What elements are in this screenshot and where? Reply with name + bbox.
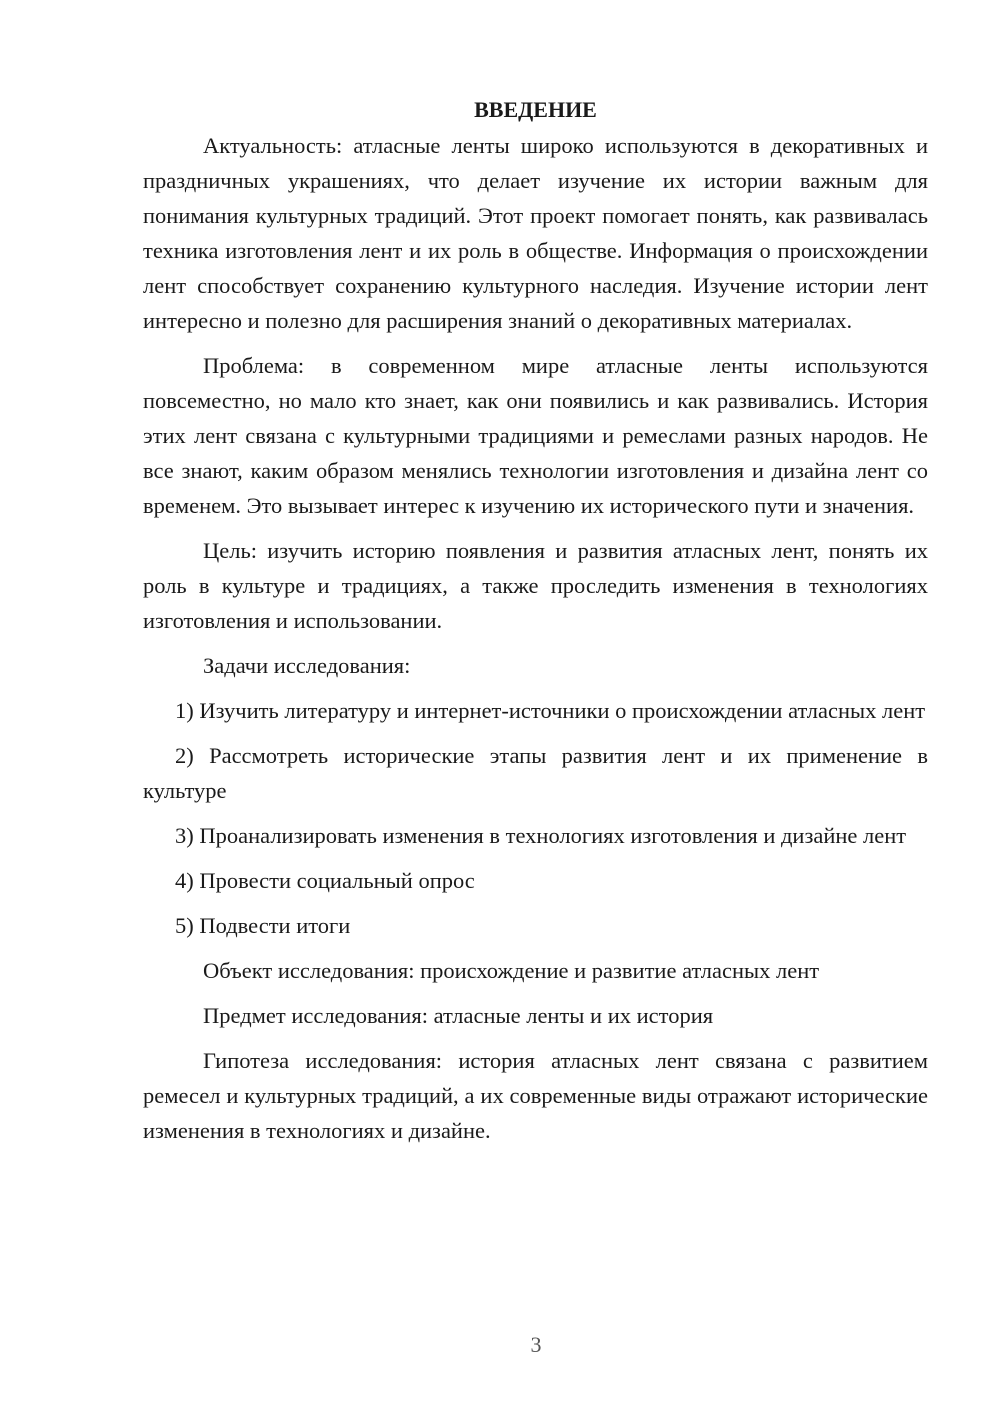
task-item-3: 3) Проанализировать изменения в технологиях изготовления и дизайне лент <box>175 823 907 848</box>
task-item-2: 2) Рассмотреть исторические этапы развития лент и их применение в культуре <box>143 743 928 803</box>
task-item-5: 5) Подвести итоги <box>175 913 351 938</box>
tasks-heading: Задачи исследования: <box>203 653 411 678</box>
page-number: 3 <box>530 1332 542 1357</box>
relevance-paragraph: Актуальность: атласные ленты широко используются в декоративных и праздничных украшениях, что делает изучение их истории важным для понимания культурных традиций. Этот проект помогает понять, как развивалась техника изготовления лент и их роль в обществе. Информация о происхождении лент способствует сохранению культурного наследия. Изучение истории лент интересно и полезно для расширения знаний о декоративных материалах. <box>143 133 928 333</box>
research-hypothesis: Гипотеза исследования: история атласных лент связана с развитием ремесел и культурных традиций, а их современные виды отражают исторические изменения в технологиях и дизайне. <box>143 1048 928 1143</box>
task-item-1: 1) Изучить литературу и интернет-источники о происхождении атласных лент <box>175 698 926 723</box>
task-item-4: 4) Провести социальный опрос <box>175 868 475 893</box>
research-object: Объект исследования: происхождение и развитие атласных лент <box>203 958 820 983</box>
research-subject: Предмет исследования: атласные ленты и их история <box>203 1003 714 1028</box>
document-page <box>143 92 928 1158</box>
goal-paragraph: Цель: изучить историю появления и развития атласных лент, понять их роль в культуре и традициях, а также проследить изменения в технологиях изготовления и использовании. <box>143 538 928 633</box>
problem-paragraph: Проблема: в современном мире атласные ленты используются повсеместно, но мало кто знает, как они появились и как развивались. История этих лент связана с культурными традициями и ремеслами разных народов. Не все знают, каким образом менялись технологии изготовления и дизайна лент со временем. Это вызывает интерес к изучению их исторического пути и значения. <box>143 353 928 518</box>
page-title: ВВЕДЕНИЕ <box>474 97 597 122</box>
